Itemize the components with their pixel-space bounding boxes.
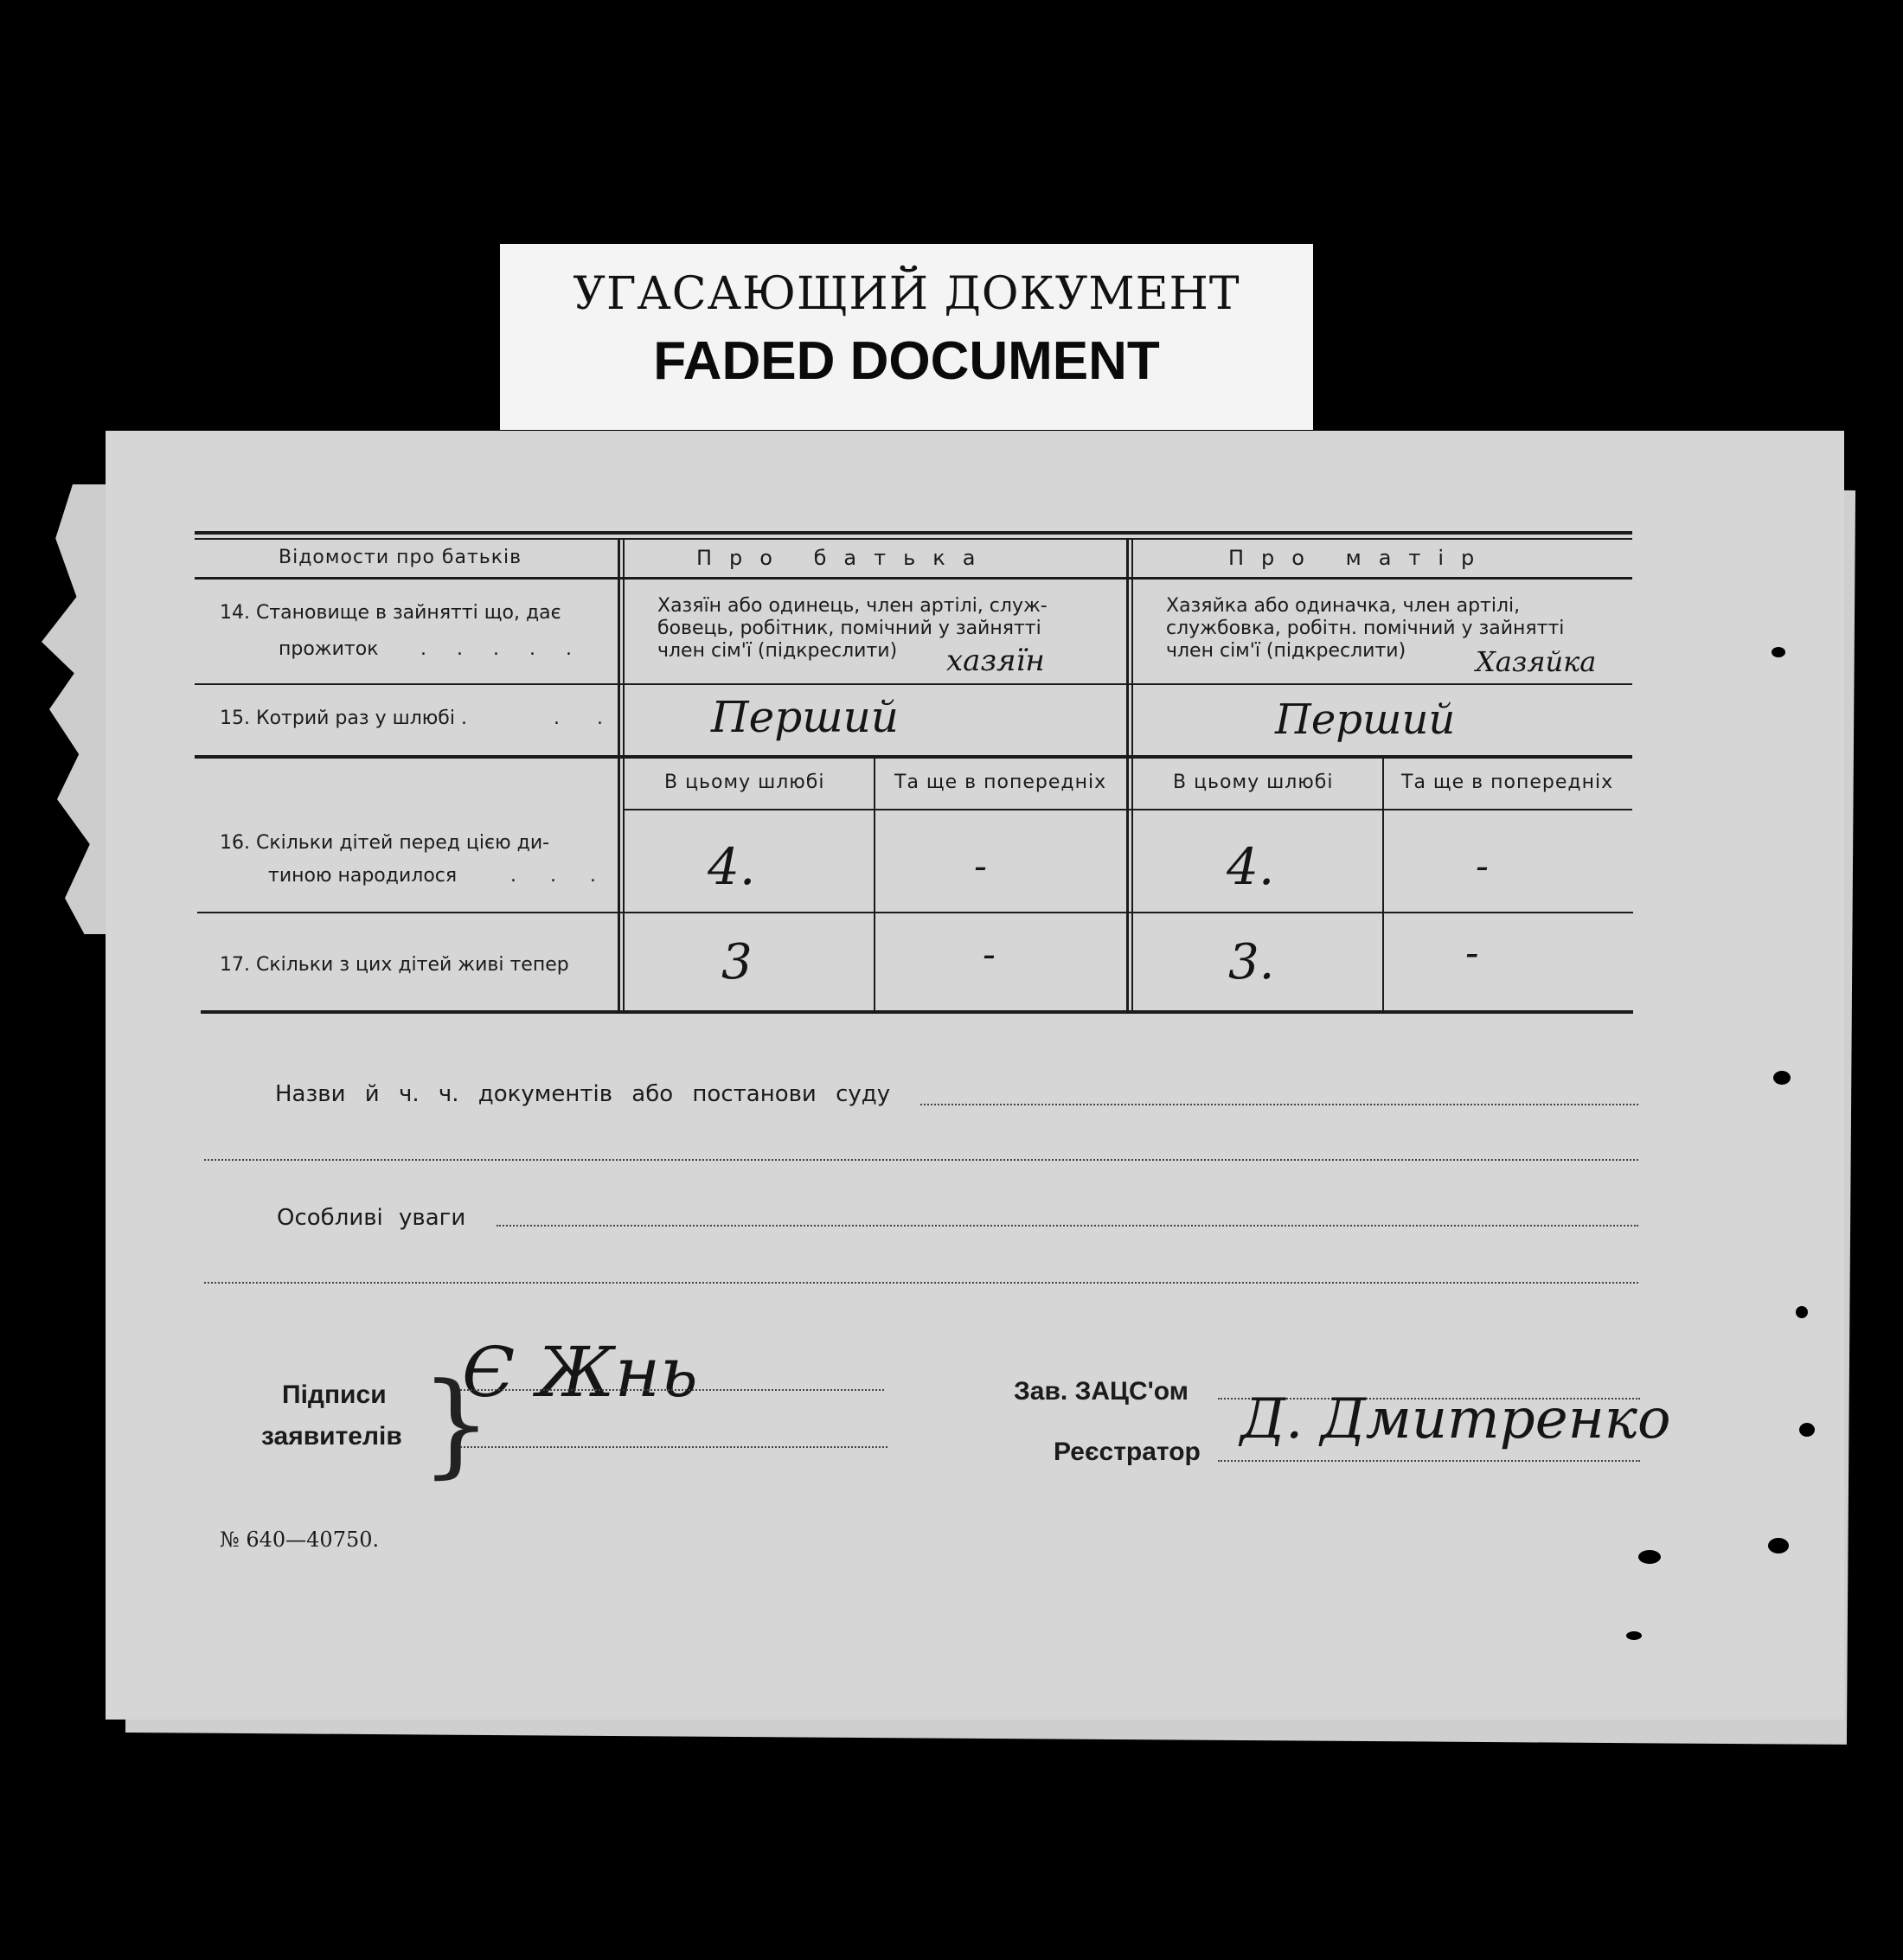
punch-hole <box>1626 1631 1642 1640</box>
row14-mother-options: член сім'ї (підкреслити) <box>1166 640 1406 662</box>
subheader-mother-this: В цьому шлюбі <box>1173 772 1334 793</box>
head-label: Зав. ЗАЦС'ом <box>1014 1377 1189 1406</box>
header-mother: Про матір <box>1228 546 1492 570</box>
registrar-signature: Д. Дмитренко <box>1240 1387 1671 1451</box>
header-rule <box>195 577 1632 580</box>
table-bottom-rule <box>201 1010 1633 1014</box>
signatures-label: Підписи <box>282 1380 387 1409</box>
documents-line-2 <box>204 1159 1638 1161</box>
punch-hole <box>1638 1550 1661 1564</box>
row16-mother-prev: - <box>1476 844 1489 888</box>
stamp-english-text: FADED DOCUMENT <box>653 331 1160 391</box>
row15-father-value: Перший <box>711 692 899 742</box>
punch-hole <box>1773 1071 1791 1085</box>
row16-label: 16. Скільки дітей перед цією ди- <box>220 832 550 854</box>
row17-label: 17. Скільки з цих дітей живі тепер <box>220 954 569 976</box>
punch-hole <box>1799 1423 1815 1437</box>
subheader-mother-prev: Та ще в попередніх <box>1401 772 1614 793</box>
form-number: № 640—40750. <box>220 1528 380 1552</box>
row17-father-this: 3 <box>721 934 753 990</box>
row14-mother-options: Хазяйка або одиначка, член артілі, <box>1166 595 1521 617</box>
table-top-rule-thin <box>195 538 1632 540</box>
row15-dots: . . <box>554 708 618 729</box>
remarks-line <box>497 1225 1638 1227</box>
registrar-label: Реєстратор <box>1054 1438 1201 1466</box>
punch-hole <box>1768 1538 1789 1553</box>
row14-father-options: бовець, робітник, помічний у зайнятті <box>657 618 1041 639</box>
row14-father-options: член сім'ї (підкреслити) <box>657 640 898 662</box>
documents-line <box>920 1104 1638 1105</box>
row17-father-prev: - <box>983 932 996 977</box>
subheader-father-this: В цьому шлюбі <box>664 772 825 793</box>
applicant-signature: Є Жнь <box>462 1332 698 1412</box>
row17-mother-this: 3. <box>1228 934 1275 990</box>
row16-mother-this: 4. <box>1227 837 1275 896</box>
column-divider <box>623 538 625 1012</box>
row14-dots: . . . . . <box>420 638 584 660</box>
row16-label: тиною народилося <box>268 865 458 887</box>
header-info: Відомости про батьків <box>279 547 522 568</box>
row16-rule <box>197 912 1633 913</box>
column-divider <box>1126 538 1129 1012</box>
row16-dots: . . . <box>510 865 610 887</box>
row14-label: 14. Становище в зайнятті що, дає <box>220 602 561 624</box>
row14-mother-value: Хазяйка <box>1476 645 1597 678</box>
column-divider <box>618 538 620 1012</box>
registrar-signature-line <box>1218 1460 1640 1462</box>
applicant-signature-line-2 <box>460 1446 887 1448</box>
documents-label: Назви й ч. ч. документів або постанови суду <box>275 1081 891 1107</box>
row15-mother-value: Перший <box>1275 695 1456 744</box>
row15-rule <box>195 755 1632 759</box>
row16-father-prev: - <box>974 844 987 888</box>
column-divider <box>1131 538 1133 1012</box>
header-father: Про батька <box>696 546 993 570</box>
subheader-father-prev: Та ще в попередніх <box>894 772 1107 793</box>
row14-father-options: Хазяїн або одинець, член артілі, служ- <box>657 595 1048 617</box>
row14-father-value: хазяїн <box>946 644 1045 678</box>
stamp-russian-text: УГАСАЮЩИЙ ДОКУМЕНТ <box>573 268 1240 320</box>
remarks-label: Особливі уваги <box>277 1205 466 1231</box>
row14-label: прожиток <box>279 638 379 660</box>
column-divider <box>874 759 875 1012</box>
row16-father-this: 4. <box>708 837 756 896</box>
remarks-line-2 <box>204 1282 1638 1284</box>
signatures-label: заявителів <box>261 1422 402 1451</box>
punch-hole <box>1796 1306 1808 1318</box>
row14-rule <box>195 683 1632 685</box>
faded-document-stamp <box>500 244 1313 430</box>
punch-hole <box>1772 647 1785 657</box>
signature-brace: } <box>420 1358 492 1489</box>
table-top-rule <box>195 531 1632 535</box>
applicant-signature-line <box>460 1389 884 1391</box>
row17-mother-prev: - <box>1465 929 1479 976</box>
row15-label: 15. Котрий раз у шлюбі . <box>220 708 467 729</box>
row14-mother-options: службовка, робітн. помічний у зайнятті <box>1166 618 1565 639</box>
column-divider <box>1382 759 1384 1012</box>
